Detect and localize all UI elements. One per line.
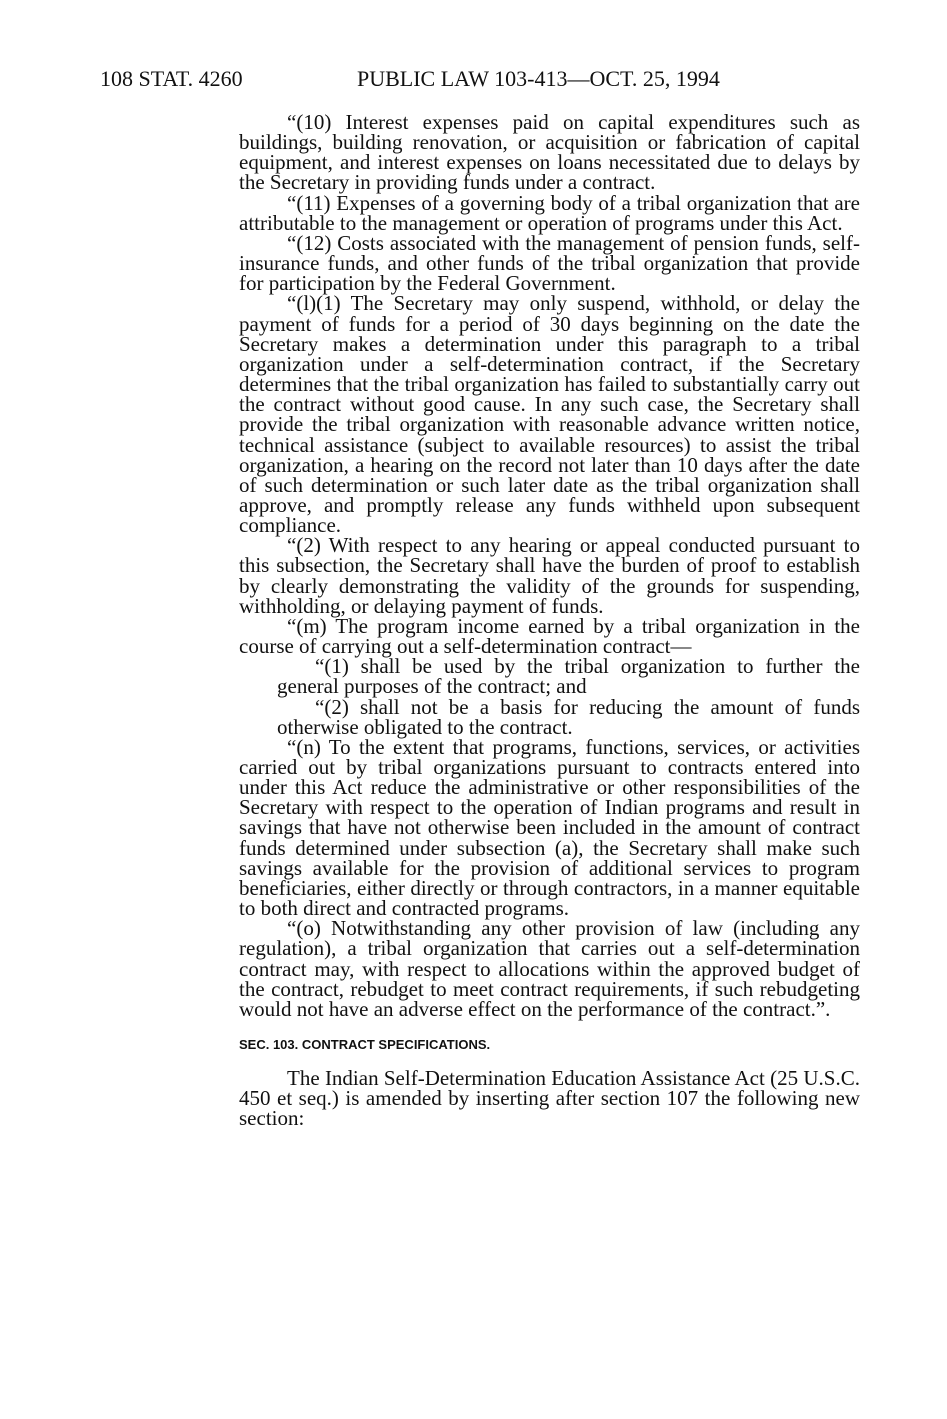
paragraph-n-savings: “(n) To the extent that programs, functions, services, or activities carried out by tribal organizations pursuant to contracts entered into under this Act reduce the administrative or other responsibilities of the Secretary with respect to the operation of Indian programs and result in savings that have not otherwise been included in the amount of contract funds determined under subsection (a), the Secretary shall make such savings available for the provision of additional services to program beneficiaries, either directly or through contractors, in a manner equitable to both direct and contracted programs. <box>239 734 860 921</box>
paragraph-11-governing-body-expenses: “(11) Expenses of a governing body of a tribal organization that are attributable to the management or operation of programs under this Act. <box>239 190 860 235</box>
statute-page-reference: 108 STAT. 4260 <box>100 66 243 91</box>
paragraph-l-2-burden-of-proof: “(2) With respect to any hearing or appeal conducted pursuant to this subsection, the Secretary shall have the burden of proof to establish by clearly demonstrating the validity of the grounds for suspending, withholding, or delaying payment of funds. <box>239 533 860 618</box>
page-header <box>100 64 860 94</box>
section-103-text: The Indian Self-Determination Education Assistance Act (25 U.S.C. 450 et seq.) is amended by inserting after section 107 the following new section: <box>239 1066 860 1131</box>
paragraph-l-1-suspension-of-funds: “(l)(1) The Secretary may only suspend, withhold, or delay the payment of funds for a period of 30 days beginning on the date the Secretary makes a determination under this paragraph to a tribal organization under a self-determination contract, if the Secretary determines that the tribal organization has failed to substantially carry out the contract without good cause. In any such case, the Secretary shall provide the tribal organization with reasonable advance written notice, technical assistance (subject to available resources) to assist the tribal organization, a hearing on the record not later than 10 days after the date of such determination or such later date as the tribal organization shall approve, and promptly release any funds withheld upon subsequent compliance. <box>239 291 860 538</box>
paragraph-m-1-general-purposes: “(1) shall be used by the tribal organization to further the general purposes of the contract; and <box>277 654 860 699</box>
paragraph-o-rebudgeting: “(o) Notwithstanding any other provision of law (including any regulation), a tribal organization that carries out a self-determination contract may, with respect to allocations within the approved budget of the contract, rebudget to meet contract requirements, if such rebudgeting would not have an adverse effect on the performance of the contract.”. <box>239 916 860 1021</box>
public-law-citation: PUBLIC LAW 103-413—OCT. 25, 1994 <box>357 66 720 91</box>
paragraph-10-interest-expenses: “(10) Interest expenses paid on capital expenditures such as buildings, building renovation, or acquisition or fabrication of capital equipment, and interest expenses on loans necessitated due to delays by the Secretary in providing funds under a contract. <box>239 110 860 195</box>
section-heading: SEC. 103. CONTRACT SPECIFICATIONS. <box>239 1037 491 1053</box>
paragraph-12-pension-fund-costs: “(12) Costs associated with the management of pension funds, self-insurance funds, and other funds of the tribal organization that provide for participation by the Federal Government. <box>239 230 860 296</box>
document-body <box>239 112 860 1129</box>
paragraph-m-2-not-basis-for-reduction: “(2) shall not be a basis for reducing the amount of funds otherwise obligated to the contract. <box>277 694 860 739</box>
paragraph-m-program-income: “(m) The program income earned by a tribal organization in the course of carrying out a self-determination contract— <box>239 613 860 659</box>
